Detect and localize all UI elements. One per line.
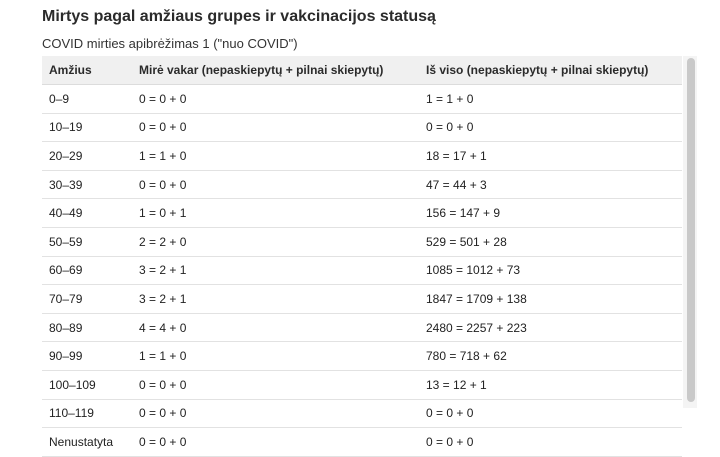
deaths-table bbox=[42, 56, 682, 457]
cell-total: 18 = 17 + 1 bbox=[419, 142, 682, 171]
table-body bbox=[42, 85, 682, 457]
cell-total: 156 = 147 + 9 bbox=[419, 199, 682, 228]
cell-age: 40–49 bbox=[42, 199, 132, 228]
cell-died-yesterday: 4 = 4 + 0 bbox=[132, 313, 419, 342]
table-row bbox=[42, 313, 682, 342]
table-row bbox=[42, 227, 682, 256]
page-title: Mirtys pagal amžiaus grupes ir vakcinacijos statusą bbox=[42, 8, 436, 25]
cell-age: 10–19 bbox=[42, 113, 132, 142]
cell-total: 13 = 12 + 1 bbox=[419, 370, 682, 399]
table-row bbox=[42, 256, 682, 285]
cell-age: 60–69 bbox=[42, 256, 132, 285]
table-row bbox=[42, 170, 682, 199]
cell-age: 100–109 bbox=[42, 370, 132, 399]
cell-age: 80–89 bbox=[42, 313, 132, 342]
vertical-scrollbar[interactable] bbox=[683, 56, 697, 408]
table-row bbox=[42, 342, 682, 371]
cell-age: 50–59 bbox=[42, 227, 132, 256]
table-row bbox=[42, 142, 682, 171]
cell-total: 0 = 0 + 0 bbox=[419, 113, 682, 142]
table-row bbox=[42, 199, 682, 228]
cell-died-yesterday: 0 = 0 + 0 bbox=[132, 399, 419, 428]
column-header-yesterday: Mirė vakar (nepaskiepytų + pilnai skiepytų) bbox=[132, 56, 419, 85]
cell-total: 780 = 718 + 62 bbox=[419, 342, 682, 371]
cell-age: 90–99 bbox=[42, 342, 132, 371]
cell-died-yesterday: 0 = 0 + 0 bbox=[132, 370, 419, 399]
cell-died-yesterday: 3 = 2 + 1 bbox=[132, 285, 419, 314]
cell-total: 1 = 1 + 0 bbox=[419, 85, 682, 114]
table-row bbox=[42, 285, 682, 314]
cell-total: 2480 = 2257 + 223 bbox=[419, 313, 682, 342]
table-row bbox=[42, 428, 682, 457]
table-row bbox=[42, 85, 682, 114]
cell-died-yesterday: 0 = 0 + 0 bbox=[132, 428, 419, 457]
cell-died-yesterday: 1 = 1 + 0 bbox=[132, 342, 419, 371]
cell-total: 0 = 0 + 0 bbox=[419, 399, 682, 428]
deaths-table-container[interactable] bbox=[42, 56, 682, 449]
cell-died-yesterday: 1 = 0 + 1 bbox=[132, 199, 419, 228]
cell-total: 0 = 0 + 0 bbox=[419, 428, 682, 457]
cell-died-yesterday: 0 = 0 + 0 bbox=[132, 170, 419, 199]
cell-total: 1085 = 1012 + 73 bbox=[419, 256, 682, 285]
cell-total: 1847 = 1709 + 138 bbox=[419, 285, 682, 314]
table-row bbox=[42, 399, 682, 428]
table-subtitle: COVID mirties apibrėžimas 1 ("nuo COVID") bbox=[42, 36, 298, 51]
cell-died-yesterday: 1 = 1 + 0 bbox=[132, 142, 419, 171]
cell-died-yesterday: 3 = 2 + 1 bbox=[132, 256, 419, 285]
cell-age: 20–29 bbox=[42, 142, 132, 171]
cell-total: 47 = 44 + 3 bbox=[419, 170, 682, 199]
cell-age: 110–119 bbox=[42, 399, 132, 428]
cell-died-yesterday: 0 = 0 + 0 bbox=[132, 113, 419, 142]
cell-age: 0–9 bbox=[42, 85, 132, 114]
scrollbar-thumb[interactable] bbox=[687, 58, 695, 402]
cell-total: 529 = 501 + 28 bbox=[419, 227, 682, 256]
cell-age: 30–39 bbox=[42, 170, 132, 199]
table-row bbox=[42, 113, 682, 142]
cell-age: 70–79 bbox=[42, 285, 132, 314]
cell-died-yesterday: 0 = 0 + 0 bbox=[132, 85, 419, 114]
table-row bbox=[42, 370, 682, 399]
table-header-row bbox=[42, 56, 682, 85]
cell-age: Nenustatyta bbox=[42, 428, 132, 457]
column-header-total: Iš viso (nepaskiepytų + pilnai skiepytų) bbox=[419, 56, 682, 85]
column-header-age: Amžius bbox=[42, 56, 132, 85]
cell-died-yesterday: 2 = 2 + 0 bbox=[132, 227, 419, 256]
